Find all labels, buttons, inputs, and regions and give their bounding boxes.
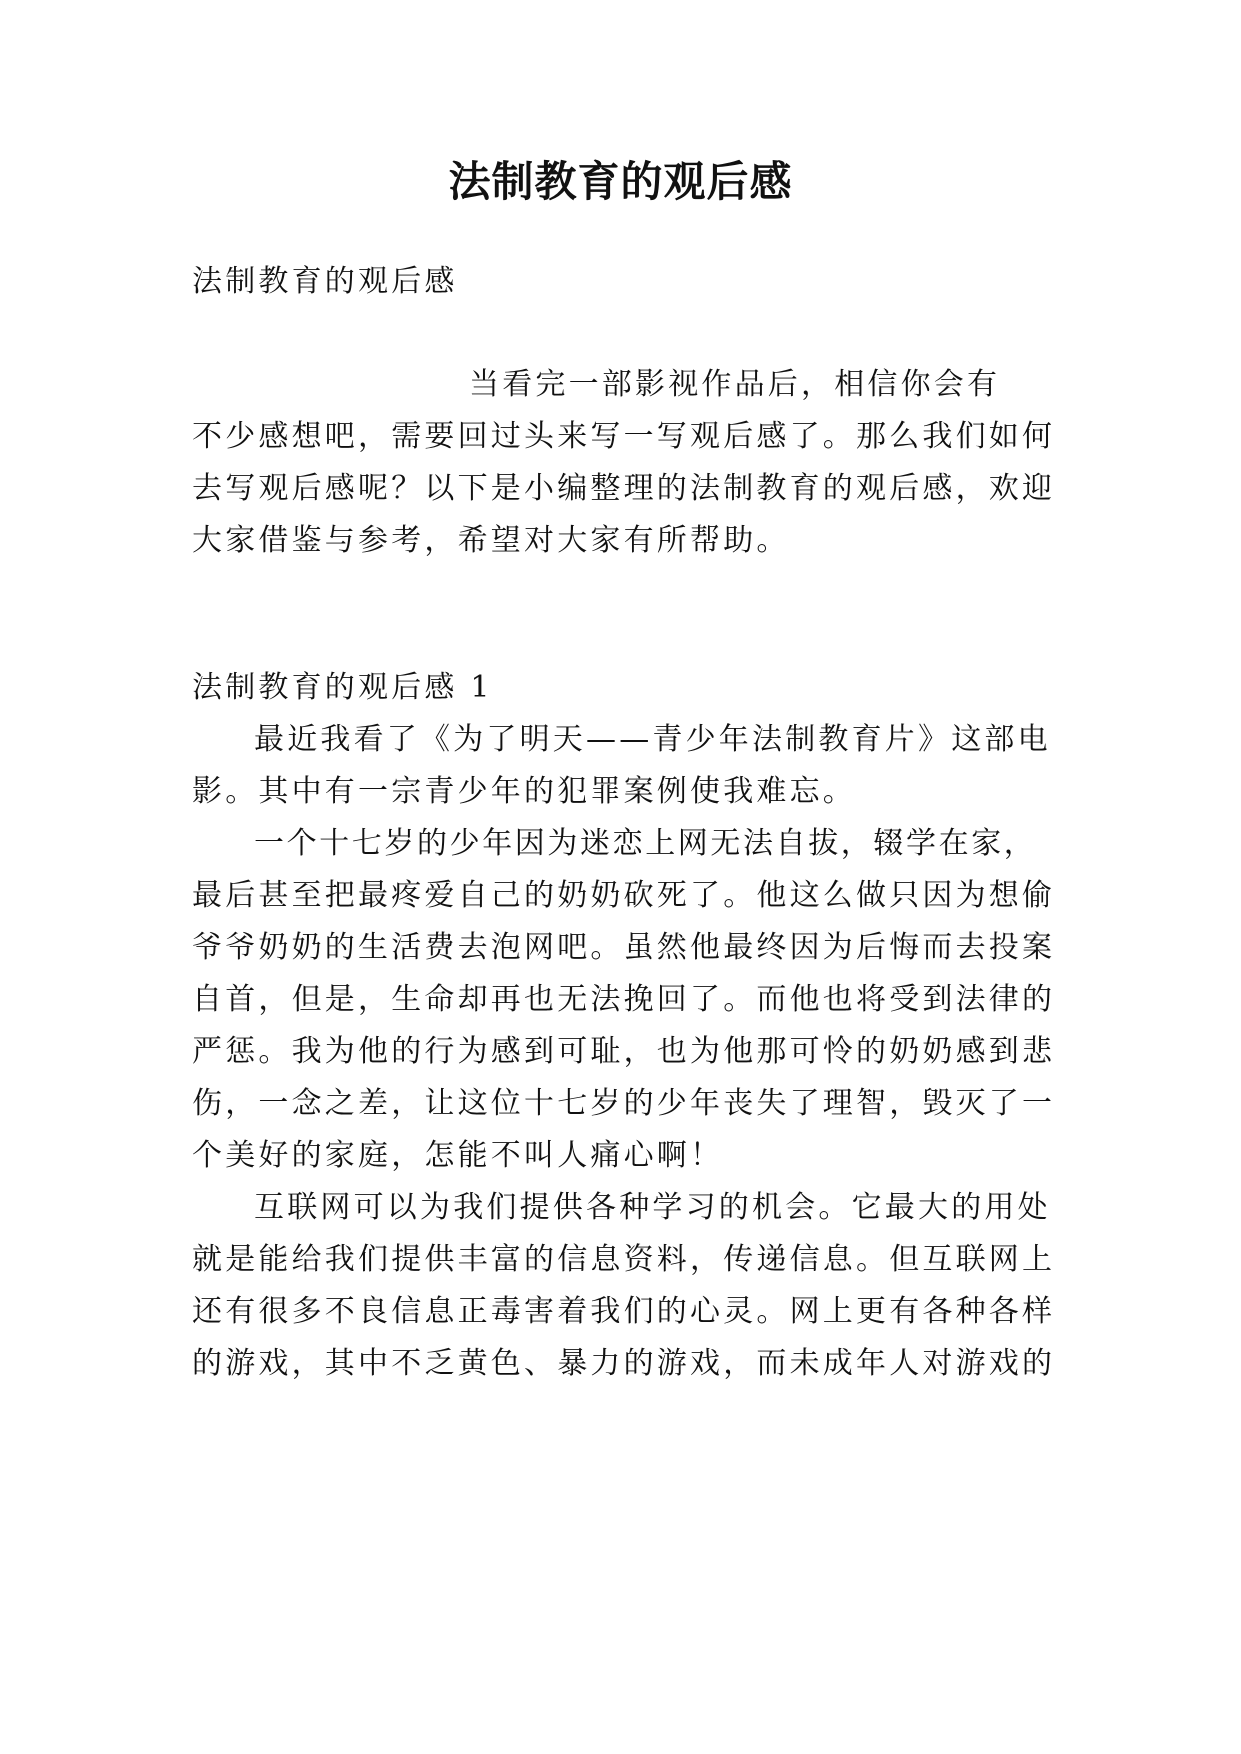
subtitle: 法制教育的观后感 (192, 264, 458, 299)
body-line-6: 自首，但是，生命却再也无法挽回了。而他也将受到法律的 (192, 982, 1056, 1017)
body-line-5: 爷爷奶奶的生活费去泡网吧。虽然他最终因为后悔而去投案 (192, 930, 1056, 965)
document-title: 法制教育的观后感 (448, 157, 793, 206)
body-line-11: 就是能给我们提供丰富的信息资料，传递信息。但互联网上 (192, 1242, 1056, 1277)
body-line-7: 严惩。我为他的行为感到可耻，也为他那可怜的奶奶感到悲 (192, 1034, 1056, 1069)
intro-line-1: 当看完一部影视作品后，相信你会有 (469, 367, 1001, 402)
body-line-9: 个美好的家庭，怎能不叫人痛心啊！ (192, 1138, 724, 1173)
section-heading: 法制教育的观后感 1 (192, 670, 493, 705)
body-line-3: 一个十七岁的少年因为迷恋上网无法自拔，辍学在家， (254, 826, 1037, 861)
intro-line-3: 去写观后感呢？以下是小编整理的法制教育的观后感，欢迎 (192, 471, 1056, 506)
intro-line-2: 不少感想吧，需要回过头来写一写观后感了。那么我们如何 (192, 419, 1056, 454)
intro-line-4: 大家借鉴与参考，希望对大家有所帮助。 (192, 523, 790, 558)
body-line-10: 互联网可以为我们提供各种学习的机会。它最大的用处 (254, 1190, 1051, 1225)
body-line-2: 影。其中有一宗青少年的犯罪案例使我难忘。 (192, 774, 856, 809)
body-line-4: 最后甚至把最疼爱自己的奶奶砍死了。他这么做只因为想偷 (192, 878, 1056, 913)
body-line-8: 伤，一念之差，让这位十七岁的少年丧失了理智，毁灭了一 (192, 1086, 1056, 1121)
body-line-1: 最近我看了《为了明天——青少年法制教育片》这部电 (254, 722, 1051, 757)
body-line-12: 还有很多不良信息正毒害着我们的心灵。网上更有各种各样 (192, 1294, 1056, 1329)
body-line-13: 的游戏，其中不乏黄色、暴力的游戏，而未成年人对游戏的 (192, 1346, 1056, 1381)
